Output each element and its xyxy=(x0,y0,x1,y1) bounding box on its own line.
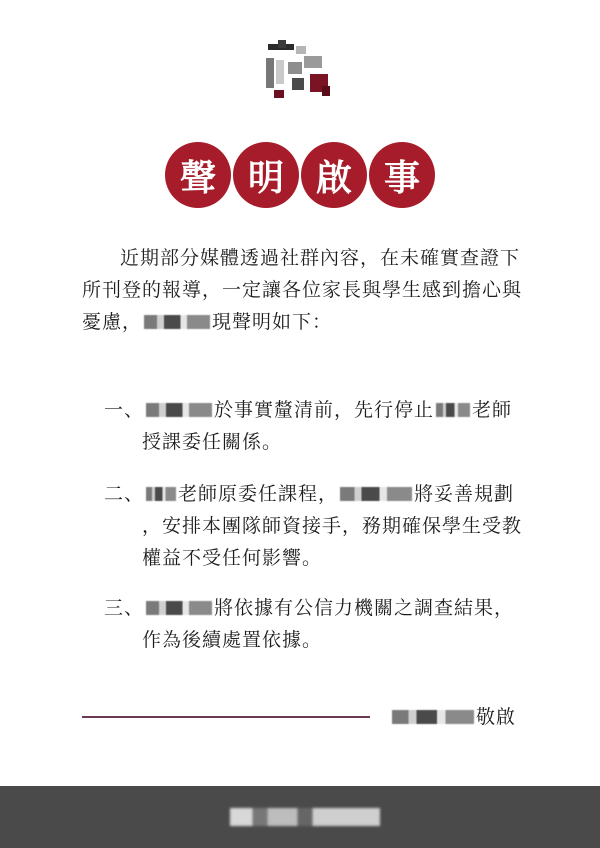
item-text: 老師原委任課程， xyxy=(178,483,339,505)
intro-line xyxy=(82,306,522,338)
item-line xyxy=(104,592,514,624)
item-text: 於事實釐清前，先行停止 xyxy=(214,399,435,421)
redacted-signer xyxy=(392,710,474,724)
statement-item-1 xyxy=(104,394,512,458)
title-char: 啟 xyxy=(301,142,367,208)
title-char: 聲 xyxy=(165,142,231,208)
redacted-name xyxy=(144,315,210,329)
intro-paragraph xyxy=(82,242,522,338)
item-marker: 三、 xyxy=(104,597,145,619)
item-text: 老師 xyxy=(472,399,513,421)
redacted-name xyxy=(436,403,470,417)
item-text: 將依據有公信力機關之調查結果， xyxy=(214,597,515,619)
redacted-name xyxy=(146,601,212,615)
signature-divider xyxy=(82,716,370,718)
intro-line: 近期部分媒體透過社群內容，在未確實查證下 xyxy=(120,247,521,269)
redacted-name xyxy=(146,403,212,417)
redacted-footer-text xyxy=(230,808,380,826)
redacted-name xyxy=(146,487,176,501)
title-char: 事 xyxy=(369,142,435,208)
intro-text: 憂慮， xyxy=(82,311,143,333)
announcement-title xyxy=(0,142,600,208)
intro-line: 所刊登的報導，一定讓各位家長與學生感到擔心與 xyxy=(82,279,523,301)
item-line xyxy=(104,394,512,426)
item-line: 權益不受任何影響。 xyxy=(142,547,323,569)
item-marker: 一、 xyxy=(104,399,145,421)
item-line: 授課委任關係。 xyxy=(142,431,283,453)
item-line xyxy=(104,478,522,510)
title-char: 明 xyxy=(233,142,299,208)
statement-item-3 xyxy=(104,592,514,656)
redacted-name xyxy=(340,487,412,501)
item-marker: 二、 xyxy=(104,483,145,505)
signature-text: 敬啟 xyxy=(476,706,517,728)
item-text: 將妥善規劃 xyxy=(414,483,515,505)
footer-bar xyxy=(0,786,600,848)
item-line: ，安排本團隊師資接手，務期確保學生受教 xyxy=(142,515,523,537)
statement-item-2 xyxy=(104,478,522,574)
item-line: 作為後續處置依據。 xyxy=(142,629,323,651)
signature xyxy=(390,702,516,732)
brand-logo-pixelated xyxy=(266,40,338,104)
intro-text: 現聲明如下： xyxy=(212,311,333,333)
